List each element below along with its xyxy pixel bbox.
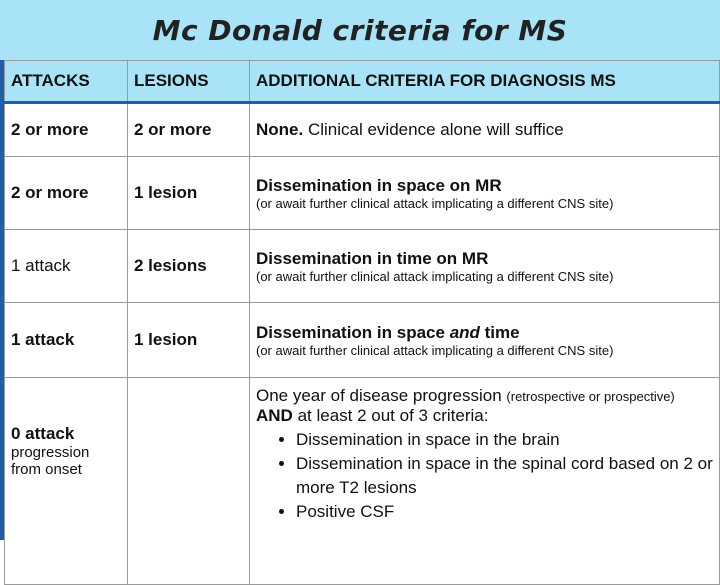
cell-attacks [5,378,128,585]
cell-criteria [250,303,720,378]
table-row [5,230,720,303]
list-item: • Dissemination in space in the brain [296,428,713,452]
criteria-main-b: and [449,322,480,342]
attacks-bold: 0 attack [11,424,75,443]
list-item: • Dissemination in space in the spinal cord based on 2 or more T2 lesions [296,452,713,500]
criteria-and: AND [256,406,293,425]
cell-lesions: 1 lesion [128,157,250,230]
criteria-main-c: time [479,322,520,342]
cell-attacks: 1 attack [5,230,128,303]
table-row [5,378,720,585]
criteria-note: (or await further clinical attack implicating a different CNS site) [256,268,614,284]
criteria-main-a: Dissemination in space [256,322,450,342]
table-header-row [5,61,720,103]
criteria-and-line [256,406,713,426]
cell-criteria [250,157,720,230]
criteria-note: (or await further clinical attack implicating a different CNS site) [256,342,614,358]
cell-criteria [250,103,720,157]
criteria-line1-text: One year of disease progression [256,386,507,405]
criteria-bold: None. [256,120,304,139]
cell-lesions: 2 lesions [128,230,250,303]
list-item: • Positive CSF [296,500,713,524]
attacks-sub: progression from onset [11,444,90,478]
cell-lesions [128,378,250,585]
page-title: Mc Donald criteria for MS [152,13,568,47]
cell-criteria [250,230,720,303]
criteria-note: (or await further clinical attack implicating a different CNS site) [256,195,614,211]
cell-criteria [250,378,720,585]
criteria-line1-note: (retrospective or prospective) [506,389,675,404]
title-band [0,0,720,60]
cell-attacks: 2 or more [5,157,128,230]
header-lesions: LESIONS [128,61,250,103]
cell-lesions: 1 lesion [128,303,250,378]
table-row [5,157,720,230]
cell-attacks: 2 or more [5,103,128,157]
table-row [5,103,720,157]
criteria-rest: Clinical evidence alone will suffice [303,120,564,139]
criteria-bullet-list [256,428,713,524]
header-additional-criteria: ADDITIONAL CRITERIA FOR DIAGNOSIS MS [250,61,720,103]
cell-lesions: 2 or more [128,103,250,157]
cell-attacks: 1 attack [5,303,128,378]
header-attacks: ATTACKS [5,61,128,103]
criteria-table [4,60,720,585]
criteria-main: Dissemination in time on MR [256,248,489,268]
criteria-main: Dissemination in space on MR [256,175,502,195]
table-row [5,303,720,378]
criteria-and-rest: at least 2 out of 3 criteria: [292,406,489,425]
criteria-main [256,323,713,343]
criteria-line1 [256,386,713,406]
